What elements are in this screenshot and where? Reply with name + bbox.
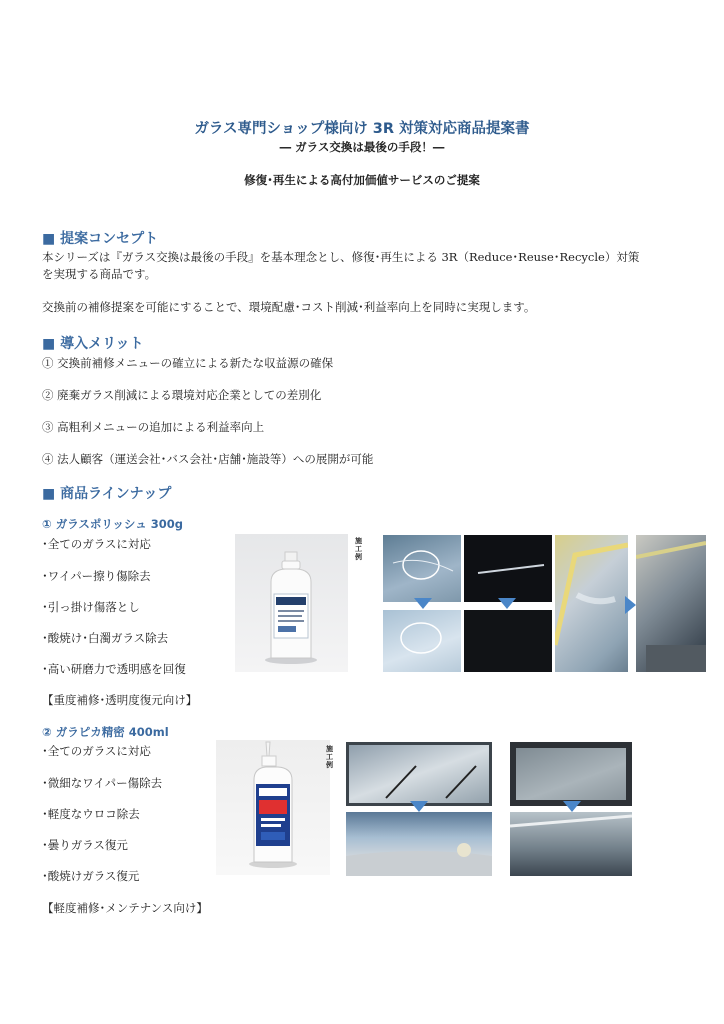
document-title: ガラス専門ショップ様向け 3R 対策対応商品提案書 [194,121,530,137]
product-2-example-label: 施工例 [326,745,333,769]
product-1-feature: ･酸焼け･白濁ガラス除去 [42,631,169,645]
example-photo-window-after [510,812,632,876]
product-2-target: 【軽度補修･メンテナンス向け】 [42,901,208,915]
concept-paragraph-2: 交換前の補修提案を可能にすることで、環境配慮･コスト削減･利益率向上を同時に実現します。 [42,300,536,314]
product-2-title: ② ガラピカ精密 400ml [42,725,169,739]
down-arrow-icon [498,598,516,610]
document-subtitle: ― ガラス交換は最後の手段！― [279,140,445,154]
product-2-feature: ･曇りガラス復元 [42,838,128,852]
merit-item-1: ① 交換前補修メニューの確立による新たな収益源の確保 [42,356,334,370]
example-photo-bus-after [346,812,492,876]
example-photo-bus-before [346,742,492,806]
lineup-heading: ■ 商品ラインナップ [42,486,172,502]
document-lead: 修復･再生による高付加価値サービスのご提案 [244,173,480,187]
bottle-1-image [235,534,348,672]
example-photo-windshield-before [555,535,628,672]
example-photo-window-before [510,742,632,806]
product-2-feature: ･微細なワイパー傷除去 [42,776,163,790]
right-arrow-icon [625,596,637,614]
bottle-2-image [216,740,330,875]
merit-item-2: ② 廃棄ガラス削減による環境対応企業としての差別化 [42,388,322,402]
product-1-feature: ･ワイパー擦り傷除去 [42,569,151,583]
down-arrow-icon [563,801,581,813]
example-photo-windshield-after [636,535,706,672]
concept-heading: ■ 提案コンセプト [42,231,159,247]
product-1-title: ① ガラスポリッシュ 300g [42,517,183,531]
merit-item-3: ③ 高粗利メニューの追加による利益率向上 [42,420,265,434]
product-2-feature: ･酸焼けガラス復元 [42,869,140,883]
merit-item-4: ④ 法人顧客（運送会社･バス会社･店舗･施設等）への展開が可能 [42,452,374,466]
product-2-photo [216,740,330,875]
example-photo-scratch-after [383,610,461,672]
example-photo-scratch-before [383,535,461,602]
product-1-feature: ･引っ掛け傷落とし [42,600,140,614]
product-1-example-label: 施工例 [355,537,362,561]
product-1-photo [235,534,348,672]
product-1-feature: ･高い研磨力で透明感を回復 [42,662,186,676]
product-1-target: 【重度補修･透明度復元向け】 [42,693,198,707]
down-arrow-icon [410,801,428,813]
concept-paragraph-1 [42,249,692,283]
down-arrow-icon [414,598,432,610]
product-2-feature: ･軽度なウロコ除去 [42,807,140,821]
product-2-feature: ･全てのガラスに対応 [42,744,151,758]
example-photo-line-after [464,610,552,672]
concept-paragraph-1-line-2: を実現する商品です。 [42,267,157,281]
merits-heading: ■ 導入メリット [42,336,144,352]
product-1-feature: ･全てのガラスに対応 [42,537,151,551]
concept-paragraph-1-line-1: 本シリーズは『ガラス交換は最後の手段』を基本理念とし、修復･再生による 3R（Reduce･Reuse･Recycle）対策 [42,250,640,264]
example-photo-line-before [464,535,552,602]
